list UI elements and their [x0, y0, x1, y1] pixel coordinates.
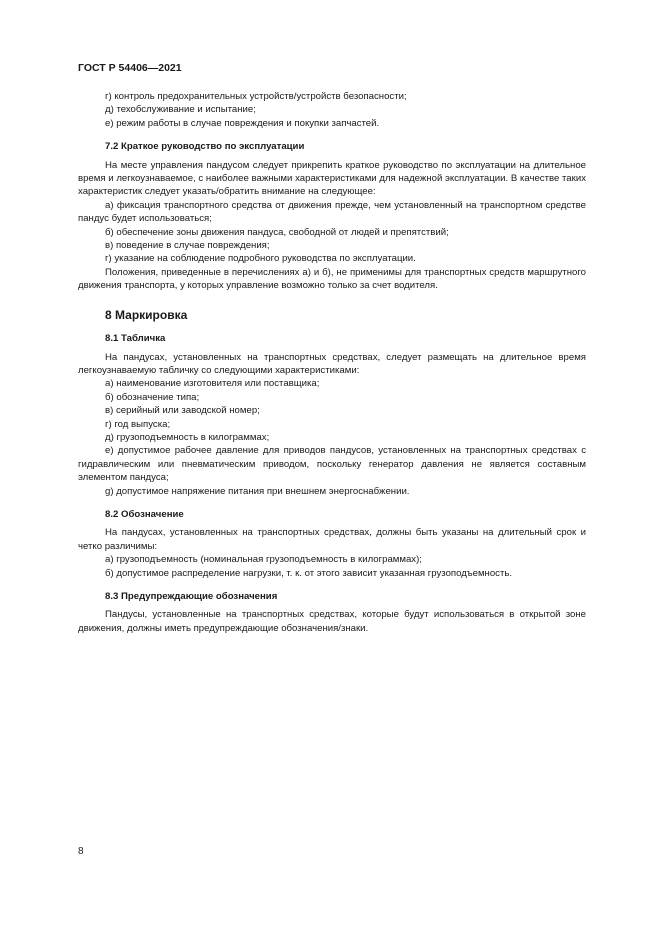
- list-item: е) режим работы в случае повреждения и покупки запчастей.: [105, 117, 380, 129]
- list-item: д) грузоподъемность в килограммах;: [105, 431, 270, 443]
- section-heading-7-2: 7.2 Краткое руководство по эксплуатации: [105, 141, 305, 153]
- list-item: б) допустимое распределение нагрузки, т. к. от этого зависит указанная грузоподъемность.: [105, 567, 513, 579]
- list-item: а) грузоподъемность (номинальная грузоподъемность в килограммах);: [105, 554, 422, 566]
- paragraph: Пандусы, установленные на транспортных средствах, которые будут использоваться в открытой зоне движения, должны иметь предупреждающие обозначения/знаки.: [78, 609, 586, 634]
- list-item: е) допустимое рабочее давление для приводов пандусов, установленных на транспортных средствах с гидравлическим или пневматическим приводом, поскольку генератор давления не является составным элементом пандуса;: [78, 445, 586, 484]
- list-item: а) наименование изготовителя или поставщика;: [105, 378, 320, 390]
- list-item: г) указание на соблюдение подробного руководства по эксплуатации.: [105, 253, 416, 265]
- section-heading-8: 8 Маркировка: [105, 307, 188, 322]
- list-item: б) обеспечение зоны движения пандуса, свободной от людей и препятствий;: [105, 226, 449, 238]
- list-item: д) техобслуживание и испытание;: [105, 104, 256, 116]
- page-number: 8: [78, 846, 84, 857]
- list-item: g) допустимое напряжение питания при внешнем энергоснабжении.: [105, 485, 410, 497]
- section-heading-8-1: 8.1 Табличка: [105, 333, 166, 345]
- paragraph: Положения, приведенные в перечислениях а) и б), не применимы для транспортных средств маршрутного движения транспорта, у которых управление возможно только за счет водителя.: [78, 266, 586, 292]
- list-item: в) серийный или заводской номер;: [105, 405, 260, 417]
- list-item: а) фиксация транспортного средства от движения прежде, чем установленный на транспортном средстве пандус будет использоваться;: [78, 199, 586, 225]
- list-item: в) поведение в случае повреждения;: [105, 240, 270, 252]
- section-heading-8-2: 8.2 Обозначение: [105, 508, 184, 520]
- document-id: ГОСТ Р 54406—2021: [78, 62, 182, 74]
- paragraph: На месте управления пандусом следует прикрепить краткое руководство по эксплуатации на длительное время и легкоузнаваемое, с наиболее важными характеристиками для надежной эксплуатации. В качестве таких характеристик следует указать/обратить внимание на следующее:: [78, 159, 586, 198]
- list-item: г) контроль предохранительных устройств/устройств безопасности;: [105, 91, 407, 102]
- paragraph: На пандусах, установленных на транспортных средствах, следует размещать на длительное время легкоузнаваемую табличку со следующими характеристиками:: [78, 351, 586, 376]
- section-heading-8-3: 8.3 Предупреждающие обозначения: [105, 591, 278, 602]
- document-body: [78, 90, 586, 635]
- list-item: г) год выпуска;: [105, 418, 171, 430]
- list-item: б) обозначение типа;: [105, 391, 200, 403]
- paragraph: На пандусах, установленных на транспортных средствах, должны быть указаны на длительный срок и четко различимы:: [78, 527, 586, 552]
